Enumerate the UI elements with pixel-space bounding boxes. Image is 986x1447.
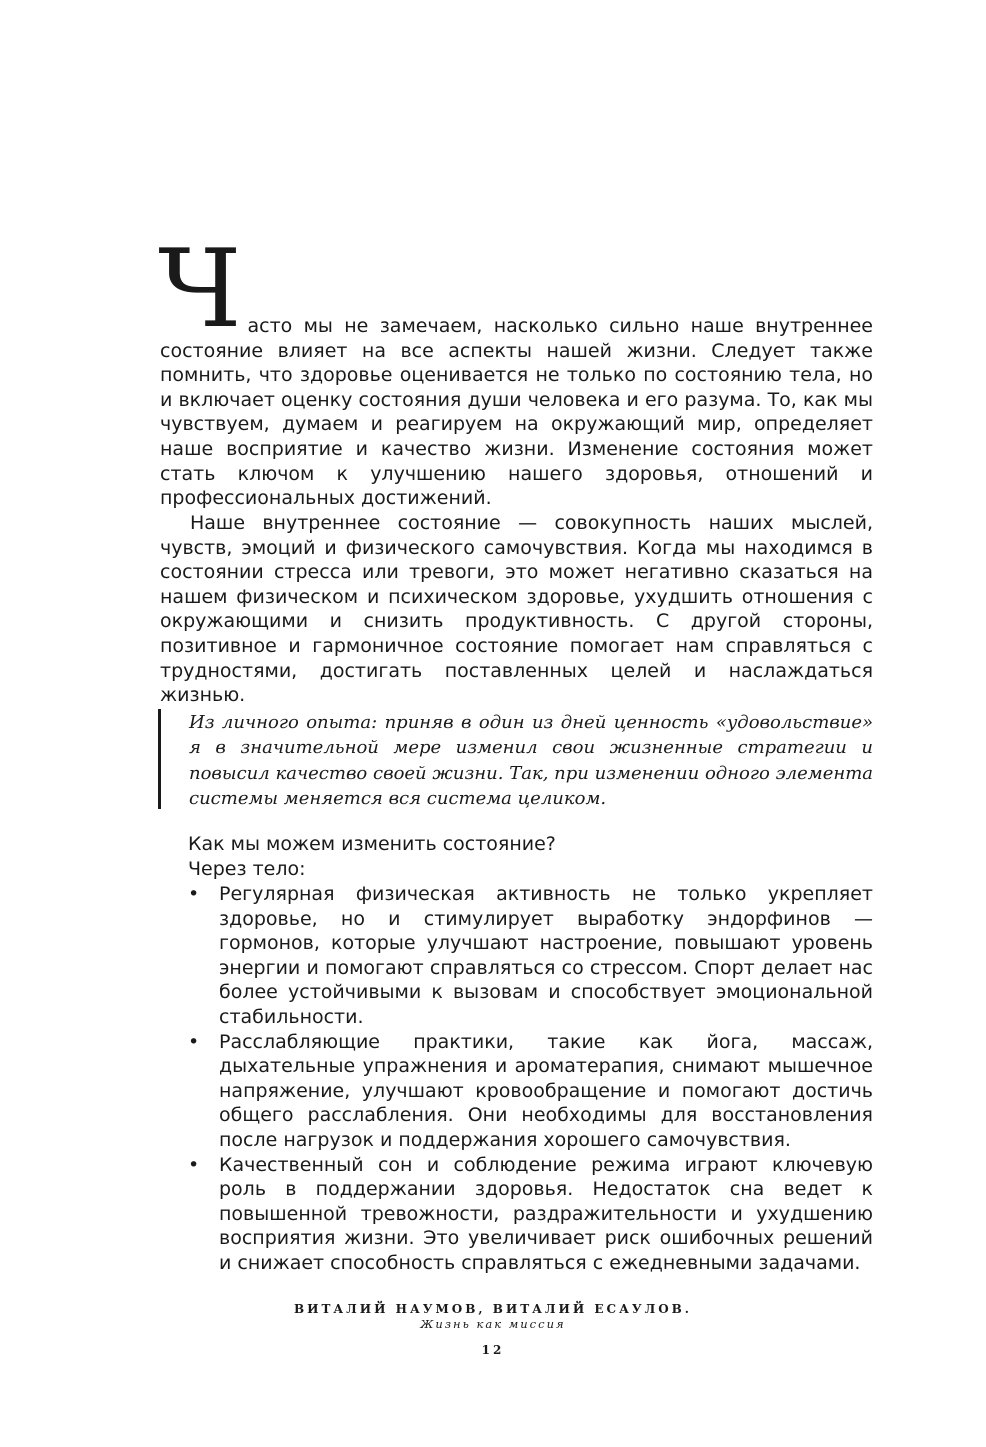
paragraph-inner-state: Наше внутреннее состояние — совокупность наших мыслей, чувств, эмоций и физического самочувствия. Когда мы находимся в состоянии стресса или тревоги, это может негативно сказаться на нашем физическом и психическом здоровье, ухудшить отношения с окружающими и снизить продуктивность. С другой стороны, позитивное и гармоничное состояние помогает нам справляться с трудностями, достигать поставленных целей и наслаждаться жизнью.	[160, 512, 873, 707]
footer-book-title: Жизнь как миссия	[420, 1317, 566, 1331]
bullet-list	[0, 882, 986, 1276]
list-item-text: Расслабляющие практики, такие как йога, массаж, дыхательные упражнения и ароматерапия, снимают мышечное напряжение, улучшают кровообращение и помогают достичь общего расслабления. Они необходимы для восстановления после нагрузок и поддержания хорошего самочувствия.	[219, 1030, 873, 1151]
page-footer	[0, 1301, 986, 1357]
bullet-icon: •	[188, 1030, 200, 1053]
paragraph-intro	[158, 227, 873, 511]
bullet-icon: •	[188, 883, 200, 905]
drop-cap-letter: Ч	[158, 227, 242, 352]
page-number: 12	[481, 1343, 505, 1357]
list-item	[188, 882, 873, 1030]
quote-text: Из личного опыта: приняв в один из дней ценность «удовольствие» я в значительной мере изменил свои жизненные стратегии и повысил качество своей жизни. Так, при изменении одного элемента системы меняется вся система целиком.	[189, 712, 873, 809]
section-subheading-body: Через тело:	[188, 858, 306, 880]
list-item	[188, 1030, 873, 1153]
bullet-icon: •	[188, 1153, 200, 1176]
section-question: Как мы можем изменить состояние?	[188, 833, 556, 855]
paragraph-intro-text: асто мы не замечаем, насколько сильно наше внутреннее состояние влияет на все аспекты нашей жизни. Следует также помнить, что здоровье оценивается не только по состоянию тела, но и включает оценку состояния души человека и его разума. То, как мы чувствуем, думаем и реагируем на окружающий мир, определяет наше восприятие и качество жизни. Изменение состояния может стать ключом к улучшению нашего здоровья, отношений и профессиональных достижений.	[160, 315, 873, 510]
personal-experience-quote	[158, 709, 873, 809]
footer-authors: ВИТАЛИЙ НАУМОВ, ВИТАЛИЙ ЕСАУЛОВ.	[294, 1302, 692, 1316]
list-item-text: Качественный сон и соблюдение режима играют ключевую роль в поддержании здоровья. Недостаток сна ведет к повышенной тревожности, раздражительности и ухудшению восприятия жизни. Это увеличивает риск ошибочных решений и снижает способность справляться с ежедневными задачами.	[219, 1153, 873, 1274]
list-item-text: Регулярная физическая активность не только укрепляет здоровье, но и стимулирует выработку эндорфинов — гормонов, которые улучшают настроение, повышают уровень энергии и помогают справляться со стрессом. Спорт делает нас более устойчивыми к вызовам и способствует эмоциональной стабильности.	[219, 883, 873, 1028]
list-item	[188, 1153, 873, 1276]
